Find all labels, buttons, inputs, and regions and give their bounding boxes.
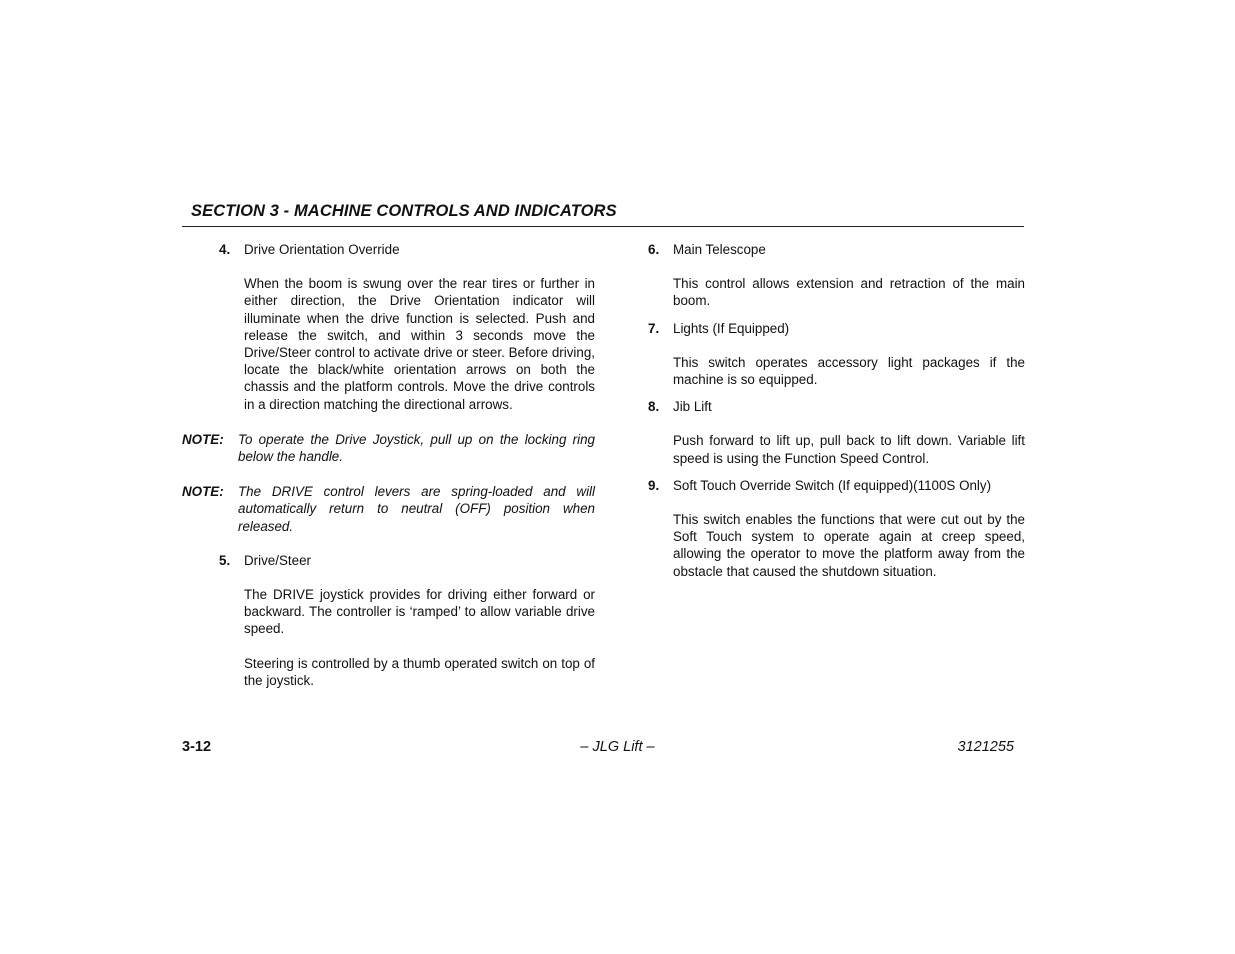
item-6-title: Main Telescope: [673, 242, 766, 257]
right-column: [646, 241, 1025, 590]
item-4-heading: [182, 241, 595, 258]
item-6-heading: [646, 241, 1025, 258]
footer-center: – JLG Lift –: [580, 739, 655, 755]
note-1-label: NOTE:: [182, 431, 224, 447]
note-1-text: To operate the Drive Joystick, pull up on the locking ring below the handle.: [238, 431, 595, 465]
item-4-number: 4.: [219, 242, 231, 257]
note-2: [182, 483, 595, 535]
item-6-number: 6.: [648, 242, 660, 257]
item-4-title: Drive Orientation Override: [244, 242, 400, 257]
item-9-number: 9.: [648, 477, 660, 493]
item-8-heading: [646, 398, 1025, 415]
note-2-text: The DRIVE control levers are spring-loaded and will automatically return to neutral (OFF) position when released.: [238, 484, 595, 534]
item-7-paragraph: This switch operates accessory light packages if the machine is so equipped.: [673, 354, 1025, 388]
item-5-paragraph-2: Steering is controlled by a thumb operated switch on top of the joystick.: [244, 655, 595, 688]
item-6-paragraph: This control allows extension and retraction of the main boom.: [673, 276, 1025, 309]
item-7-number: 7.: [648, 320, 660, 336]
note-2-label: NOTE:: [182, 484, 224, 500]
item-7-title: Lights (If Equipped): [673, 320, 790, 336]
note-1: [182, 431, 595, 465]
item-8-paragraph: Push forward to lift up, pull back to lift down. Variable lift speed is using the Function Speed Control.: [673, 433, 1025, 466]
item-5-title: Drive/Steer: [244, 552, 311, 568]
item-5-heading: [182, 552, 595, 569]
item-5-paragraph-1: The DRIVE joystick provides for driving either forward or backward. The controller is ‘ramped’ to allow variable drive speed.: [244, 587, 595, 637]
item-8-title: Jib Lift: [673, 399, 712, 415]
section-title: SECTION 3 - MACHINE CONTROLS AND INDICATORS: [191, 202, 617, 220]
item-5-number: 5.: [219, 552, 231, 568]
footer-doc-number: 3121255: [957, 739, 1014, 755]
item-4-paragraph: When the boom is swung over the rear tires or further in either direction, the Drive Orientation indicator will illuminate when the drive function is selected. Push and release the switch, and within 3 seconds move the Drive/Steer control to activate drive or steer. Before driving, locate the black/white orientation arrows on both the chassis and the platform controls. Move the drive controls in a direction matching the directional arrows.: [244, 276, 595, 412]
footer-page-number: 3-12: [182, 739, 212, 755]
item-7-heading: [646, 320, 1025, 337]
item-9-title: Soft Touch Override Switch (If equipped)(1100S Only): [673, 477, 992, 493]
item-8-number: 8.: [648, 399, 660, 415]
item-9-paragraph: This switch enables the functions that were cut out by the Soft Touch system to operate again at creep speed, allowing the operator to move the platform away from the obstacle that caused the shutdown situation.: [673, 512, 1025, 579]
left-column: [182, 241, 595, 699]
item-9-heading: [646, 477, 1025, 494]
header-rule: [182, 226, 1024, 227]
